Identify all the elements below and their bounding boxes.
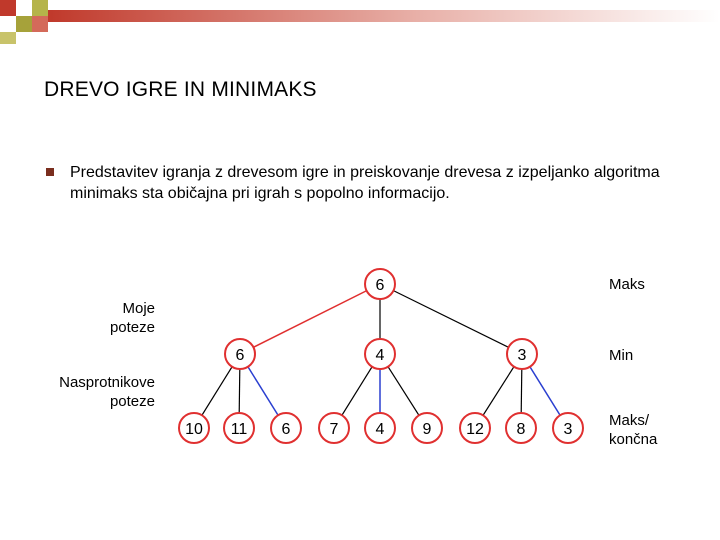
slide-title: DREVO IGRE IN MINIMAKS: [44, 78, 317, 101]
label-poteze: poteze: [109, 319, 155, 336]
tree-nodes: [179, 269, 583, 443]
label-min: Min: [609, 347, 634, 364]
min-node: [507, 339, 537, 369]
leaf-node: [506, 413, 536, 443]
leaf-node: [365, 413, 395, 443]
root-node: [365, 269, 395, 299]
leaf-node: [553, 413, 583, 443]
svg-text:8: 8: [516, 421, 526, 438]
svg-text:4: 4: [375, 347, 385, 364]
svg-text:3: 3: [563, 421, 573, 438]
min-node: [225, 339, 255, 369]
label-moje: Moje: [122, 300, 155, 317]
svg-text:4: 4: [375, 421, 385, 438]
label-koncna: končna: [609, 431, 658, 448]
left-labels: [59, 300, 155, 410]
svg-text:10: 10: [185, 421, 203, 438]
right-labels: [609, 276, 658, 448]
label-nasprotnikove: Nasprotnikove: [59, 374, 155, 391]
min-node: [365, 339, 395, 369]
edge-root-min1: [240, 284, 380, 354]
label-poteze-2: poteze: [109, 393, 155, 410]
leaf-node: [460, 413, 490, 443]
label-maks: Maks: [609, 276, 645, 293]
leaf-node: [271, 413, 301, 443]
leaf-node: [319, 413, 349, 443]
svg-text:6: 6: [281, 421, 291, 438]
svg-text:11: 11: [230, 421, 248, 438]
edge-root-min3: [380, 284, 522, 354]
svg-text:3: 3: [517, 347, 527, 364]
svg-text:9: 9: [422, 421, 432, 438]
svg-text:6: 6: [375, 277, 385, 294]
svg-text:12: 12: [466, 421, 484, 438]
leaf-node: [412, 413, 442, 443]
leaf-node: [224, 413, 254, 443]
svg-text:6: 6: [235, 347, 245, 364]
svg-text:7: 7: [329, 421, 339, 438]
label-maks-slash: Maks/: [609, 412, 650, 429]
bullet-text: Predstavitev igranja z drevesom igre in preiskovanje drevesa z izpeljanko algoritma minimaks sta običajna pri igrah s popolno informacijo.: [70, 164, 660, 202]
leaf-node: [179, 413, 209, 443]
